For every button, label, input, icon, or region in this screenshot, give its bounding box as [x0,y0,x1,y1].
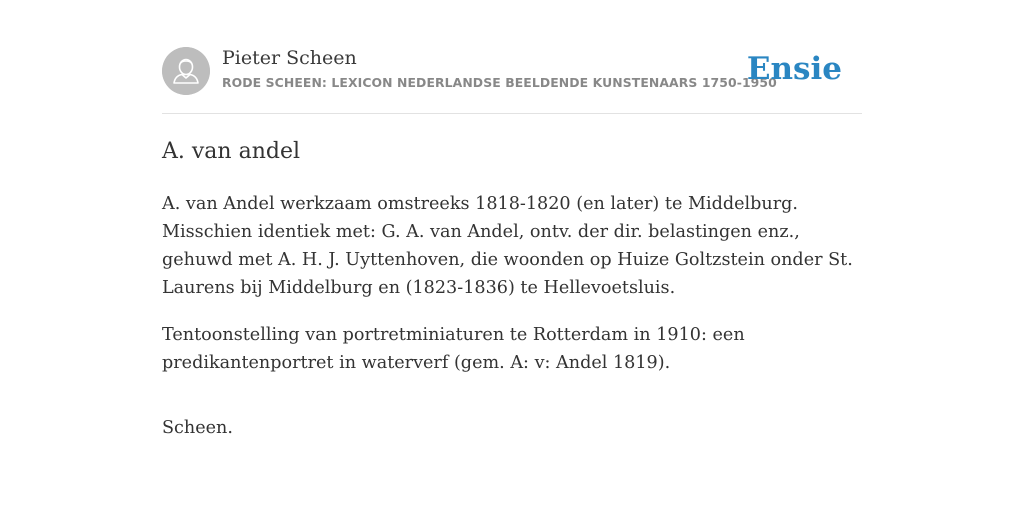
article-header-container [162,46,862,114]
article-header [162,46,862,114]
ensie-logo[interactable]: Ensie [746,51,842,87]
article-title: A. van andel [162,139,301,164]
article-signature: Scheen. [162,418,233,438]
author-name[interactable]: Pieter Scheen [222,47,357,69]
author-avatar[interactable] [162,47,210,95]
source-title[interactable]: RODE SCHEEN: LEXICON NEDERLANDSE BEELDENDE KUNSTENAARS 1750-1950 [222,75,777,90]
article-paragraph: Tentoonstelling van portretminiaturen te Rotterdam in 1910: een predikantenportret in waterverf (gem. A: v: Andel 1819). [162,325,745,373]
user-avatar-icon [162,47,210,95]
article-paragraph: A. van Andel werkzaam omstreeks 1818-1820 (en later) te Middelburg. Misschien identiek met: G. A. van Andel, ontv. der dir. belastingen enz., gehuwd met A. H. J. Uyttenhoven, die woonden op Huize Goltzstein onder St. Laurens bij Middelburg en (1823-1836) te Hellevoetsluis. [162,194,853,298]
article-body [162,190,862,461]
